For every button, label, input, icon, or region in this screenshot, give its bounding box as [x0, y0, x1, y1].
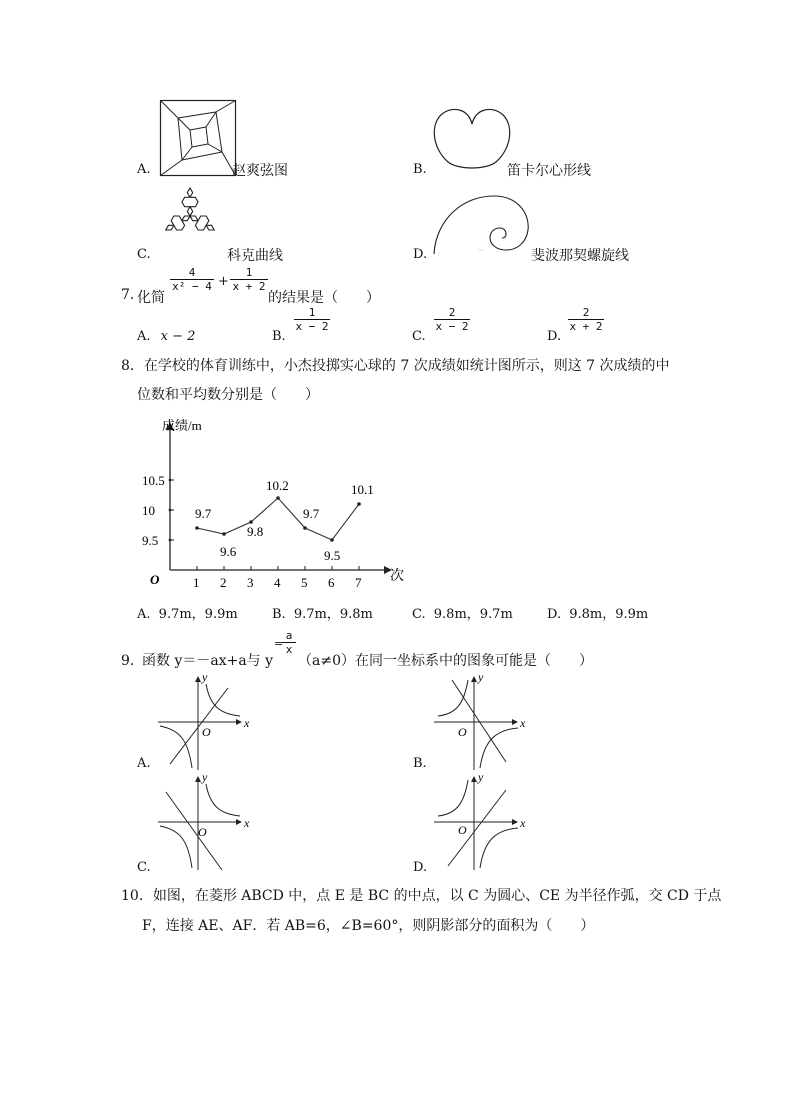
q8-option-b-letter: B. [272, 607, 286, 622]
q8-option-d[interactable] [547, 603, 648, 622]
q7-option-b-denominator: x − 2 [295, 320, 329, 333]
q7-frac2-denominator: x + 2 [230, 279, 268, 293]
q8-option-a-letter: A. [137, 607, 151, 622]
chart-data-point [357, 502, 361, 506]
q7-option-b-numerator: 1 [308, 306, 316, 319]
q6-option-b-name: 笛卡尔心形线 [507, 163, 591, 179]
q6-option-d-letter[interactable]: D. [413, 247, 428, 262]
q7-option-d-numerator: 2 [582, 306, 590, 319]
q10-line-2: F，连接 AE、AF．若 AB=6，∠B=60°，则阴影部分的面积为（ ） [142, 918, 595, 934]
chart-series-line [197, 498, 359, 540]
q7-option-a[interactable] [137, 329, 195, 344]
graph-b-icon [434, 672, 526, 770]
q9-text-b: （a≠0）在同一坐标系中的图象可能是（ ） [298, 653, 593, 669]
graph-a-origin-label: O [202, 725, 211, 739]
q9-equals: = [274, 637, 284, 650]
chart-data-point [330, 538, 334, 542]
graph-b-y-label: y [478, 670, 484, 684]
q7-option-a-text: x − 2 [160, 329, 196, 344]
q7-option-b-letter[interactable]: B. [272, 329, 286, 344]
fibonacci-spiral-icon [432, 192, 532, 256]
q7-option-a-letter: A. [137, 329, 151, 344]
graph-a-y-label: y [202, 670, 208, 684]
q7-frac1-denominator: x² − 4 [170, 279, 214, 293]
graph-c-x-label: x [244, 816, 250, 830]
graph-c-y-label: y [202, 770, 208, 784]
q7-option-d-fraction [568, 306, 604, 333]
q6-option-d-name: 斐波那契螺旋线 [531, 248, 629, 264]
q7-option-b-fraction [294, 306, 330, 333]
q9-option-c-letter[interactable]: C. [137, 860, 151, 875]
chart-y-tick-label: 10 [142, 503, 155, 518]
chart-x-tick-label: 7 [355, 575, 362, 590]
chart-data-label: 10.2 [266, 478, 289, 493]
q8-option-c-text: 9.8m，9.7m [433, 607, 513, 622]
q8-option-d-letter: D. [547, 607, 562, 622]
chart-data-point [195, 526, 199, 530]
q7-frac1-numerator: 4 [188, 266, 196, 279]
q7-number: 7. [121, 287, 135, 303]
chart-data-label: 9.5 [324, 548, 341, 563]
graph-d-icon [434, 772, 526, 870]
chart-x-tick-label: 3 [247, 575, 254, 590]
chart-origin-label: O [150, 572, 160, 587]
chart-y-tick-label: 10.5 [142, 473, 165, 488]
chart-data-label: 10.1 [351, 482, 374, 497]
q7-prefix: 化简 [137, 290, 165, 306]
q9-option-a-letter[interactable]: A. [137, 756, 151, 771]
q6-option-a-name: 赵爽弦图 [232, 163, 288, 179]
q6-option-b-letter[interactable]: B. [413, 162, 427, 177]
q7-fraction-2 [230, 266, 268, 293]
graph-c-icon [158, 772, 250, 870]
koch-snowflake-icon [156, 182, 224, 250]
chart-x-tick-label: 5 [301, 575, 308, 590]
graph-d-origin-label: O [458, 823, 467, 837]
q8-option-d-text: 9.8m，9.9m [569, 607, 649, 622]
chart-x-tick-label: 6 [328, 575, 335, 590]
q9-frac-numerator: a [285, 629, 293, 642]
chart-x-axis-label: 次 [390, 569, 404, 584]
q7-option-d-denominator: x + 2 [569, 320, 603, 333]
score-line-chart [140, 414, 410, 590]
q8-option-c[interactable] [412, 603, 513, 622]
q7-option-c-letter[interactable]: C. [412, 329, 426, 344]
chart-data-label: 9.6 [220, 544, 237, 559]
q9-number: 9． [121, 653, 144, 669]
q7-option-c-fraction [434, 306, 470, 333]
chart-y-tick-label: 9.5 [142, 533, 159, 548]
chart-y-tick-dot [169, 479, 172, 482]
q9-fraction [282, 629, 296, 656]
q6-option-c-name: 科克曲线 [227, 248, 283, 264]
cardioid-icon [432, 102, 512, 174]
q9-frac-denominator: x [282, 642, 296, 656]
chart-y-tick-dot [169, 539, 172, 542]
graph-d-x-label: x [520, 816, 526, 830]
q8-option-b-text: 9.7m，9.8m [293, 607, 373, 622]
q8-option-a[interactable] [137, 603, 238, 622]
q7-option-c-denominator: x − 2 [435, 320, 469, 333]
q7-option-d-letter[interactable]: D. [547, 329, 562, 344]
q10-line-1: 10．如图，在菱形 ABCD 中，点 E 是 BC 的中点，以 C 为圆心、CE 为半径作弧，交 CD 于点 [121, 888, 722, 904]
graph-c-origin-label: O [198, 825, 207, 839]
q7-plus: + [218, 274, 229, 289]
graph-b-origin-label: O [458, 725, 467, 739]
q8-line-1: 8．在学校的体育训练中，小杰投掷实心球的 7 次成绩如统计图所示，则这 7 次成绩的中 [121, 358, 670, 374]
q9-text-a: 函数 y＝－ax+a与 y [142, 653, 274, 669]
chart-data-point [222, 532, 226, 536]
q6-option-a-letter[interactable]: A. [137, 162, 151, 177]
chart-y-axis-label: 成绩/m [162, 418, 202, 433]
zhao-shuang-diagram-icon [160, 100, 236, 176]
chart-data-label: 9.8 [247, 524, 264, 539]
graph-d-y-label: y [478, 770, 484, 784]
graph-a-icon [158, 672, 250, 770]
q8-option-a-text: 9.7m，9.9m [158, 607, 238, 622]
graph-a-x-label: x [244, 716, 250, 730]
graph-b-x-label: x [520, 716, 526, 730]
q8-line-2: 位数和平均数分别是（ ） [137, 387, 319, 403]
chart-data-label: 9.7 [303, 506, 320, 521]
chart-y-tick-dot [169, 509, 172, 512]
chart-x-tick-label: 4 [274, 575, 281, 590]
q8-option-b[interactable] [272, 603, 373, 622]
q9-option-d-letter[interactable]: D. [413, 860, 428, 875]
chart-data-label: 9.7 [195, 506, 212, 521]
q9-option-b-letter[interactable]: B. [413, 756, 427, 771]
q7-fraction-1 [170, 266, 214, 293]
q6-option-c-letter[interactable]: C. [137, 247, 151, 262]
chart-data-point [276, 496, 280, 500]
q7-option-c-numerator: 2 [448, 306, 456, 319]
q8-option-c-letter: C. [412, 607, 426, 622]
chart-x-tick-label: 2 [220, 575, 227, 590]
chart-data-point [303, 526, 307, 530]
chart-x-tick-label: 1 [193, 575, 200, 590]
q7-suffix: 的结果是（ ） [268, 290, 380, 306]
q7-frac2-numerator: 1 [245, 266, 253, 279]
